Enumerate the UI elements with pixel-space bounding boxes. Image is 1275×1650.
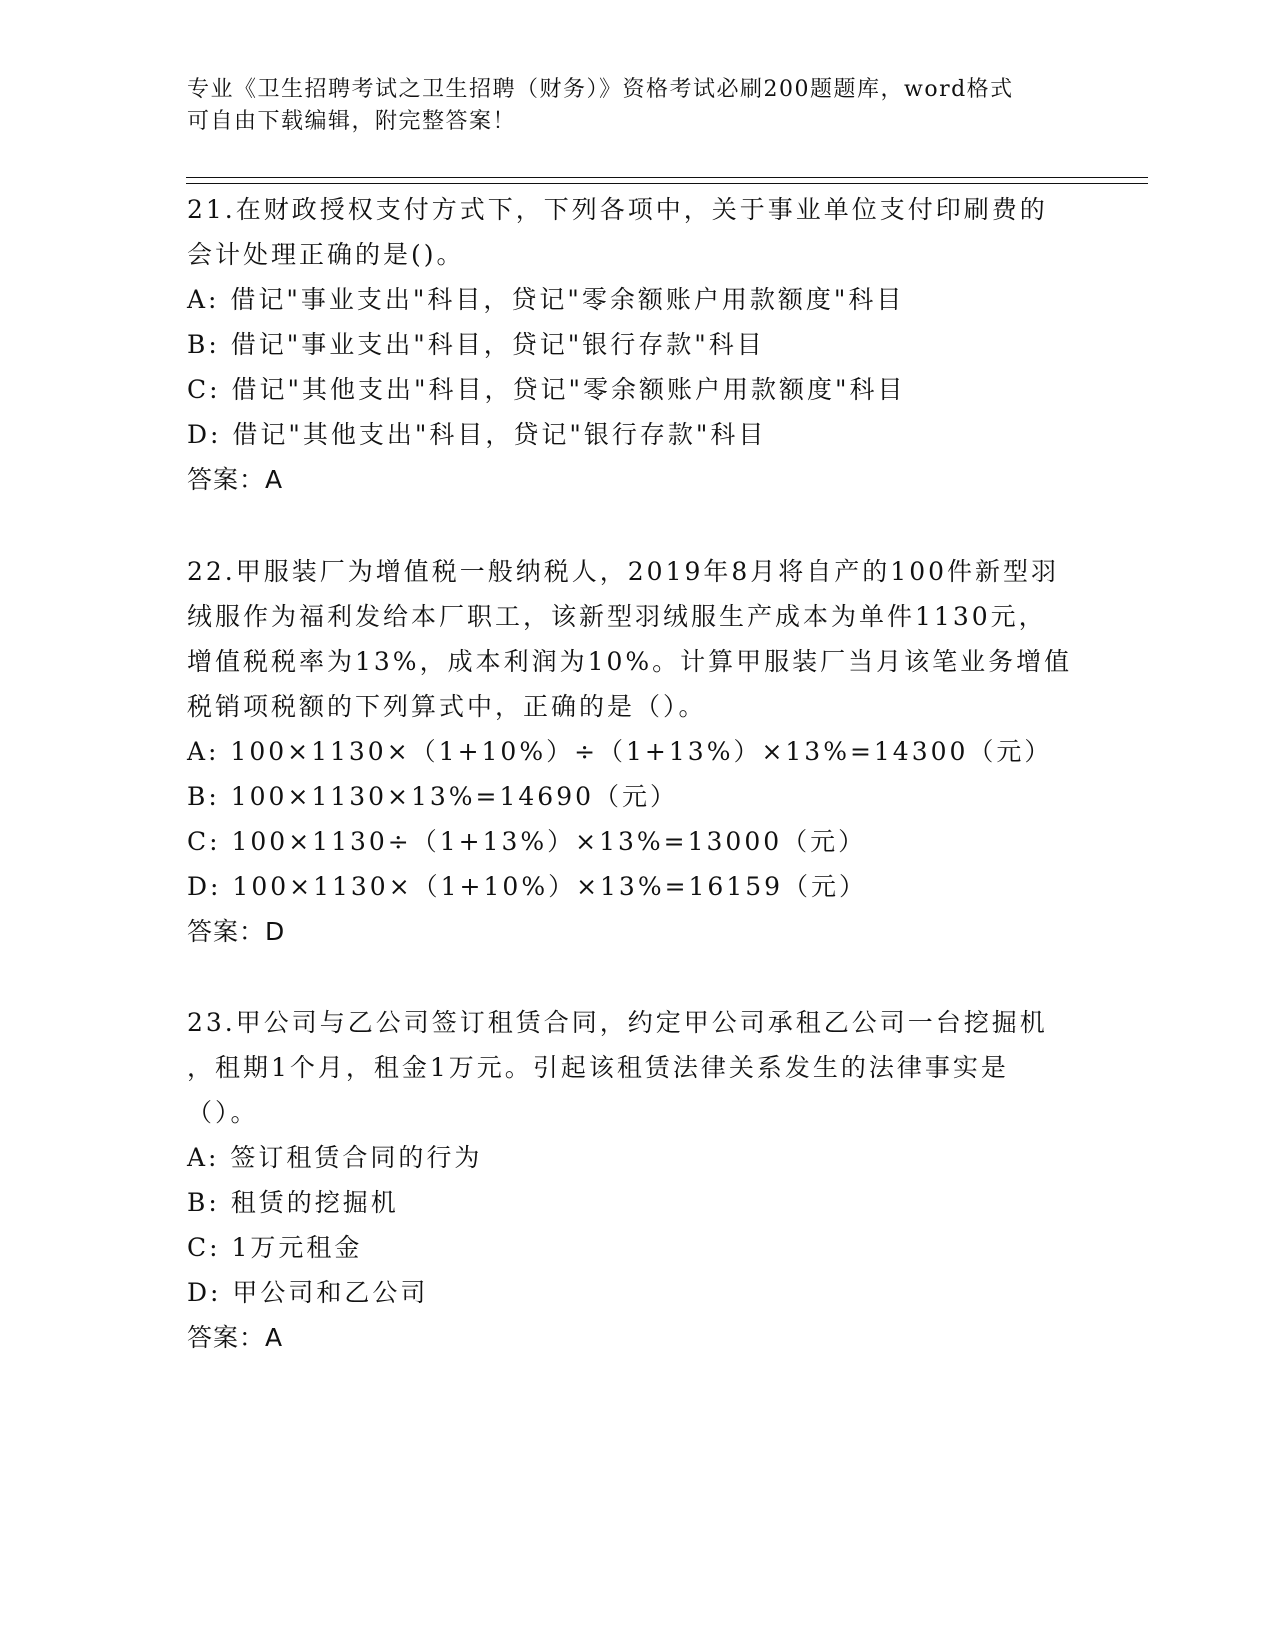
option-c: C: 1万元租金 [187,1233,363,1262]
option-d: D: 100×1130×（1+10%）×13%=16159（元） [187,872,868,901]
option-c: C: 借记"其他支出"科目，贷记"零余额账户用款额度"科目 [187,375,906,404]
option-a: A: 100×1130×（1+10%）÷（1+13%）×13%=14300（元） [187,737,1053,766]
option-d: D: 甲公司和乙公司 [187,1278,429,1307]
stem-line: ，租期1个月，租金1万元。引起该租赁法律关系发生的法律事实是 [187,1053,1009,1082]
option-b: B: 100×1130×13%=14690（元） [187,782,679,811]
option-a: A: 借记"事业支出"科目，贷记"零余额账户用款额度"科目 [187,285,905,314]
option-c: C: 100×1130÷（1+13%）×13%=13000（元） [187,827,867,856]
answer-line: 答案：D [187,917,286,946]
question-stem [187,1000,1087,1135]
answer-line: 答案：A [187,1323,284,1352]
answer-line: 答案：A [187,465,284,494]
option-a: A: 签订租赁合同的行为 [187,1143,483,1172]
stem-line: （）。 [187,1098,259,1127]
option-d: D: 借记"其他支出"科目，贷记"银行存款"科目 [187,420,767,449]
header-line-1: 专业《卫生招聘考试之卫生招聘（财务）》资格考试必刷200题题库，word格式 [187,77,1014,102]
stem-line: 绒服作为福利发给本厂职工，该新型羽绒服生产成本为单件1130元， [187,602,1047,631]
header-line-2: 可自由下载编辑，附完整答案！ [187,109,517,134]
stem-line: 21.在财政授权支付方式下，下列各项中，关于事业单位支付印刷费的 [187,195,1048,224]
option-b: B: 借记"事业支出"科目，贷记"银行存款"科目 [187,330,765,359]
stem-line: 会计处理正确的是()。 [187,240,465,269]
question-stem [187,187,1087,277]
document-header [187,74,1087,138]
question-23 [187,1000,1087,1360]
question-22 [187,549,1087,954]
option-b: B: 租赁的挖掘机 [187,1188,399,1217]
stem-line: 23.甲公司与乙公司签订租赁合同，约定甲公司承租乙公司一台挖掘机 [187,1008,1048,1037]
stem-line: 增值税税率为13%，成本利润为10%。计算甲服装厂当月该笔业务增值 [187,647,1073,676]
question-stem [187,549,1087,729]
question-21 [187,187,1087,502]
header-divider-bottom [186,183,1148,184]
stem-line: 税销项税额的下列算式中，正确的是（）。 [187,692,707,721]
header-divider-top [186,177,1148,178]
stem-line: 22.甲服装厂为增值税一般纳税人，2019年8月将自产的100件新型羽 [187,557,1060,586]
